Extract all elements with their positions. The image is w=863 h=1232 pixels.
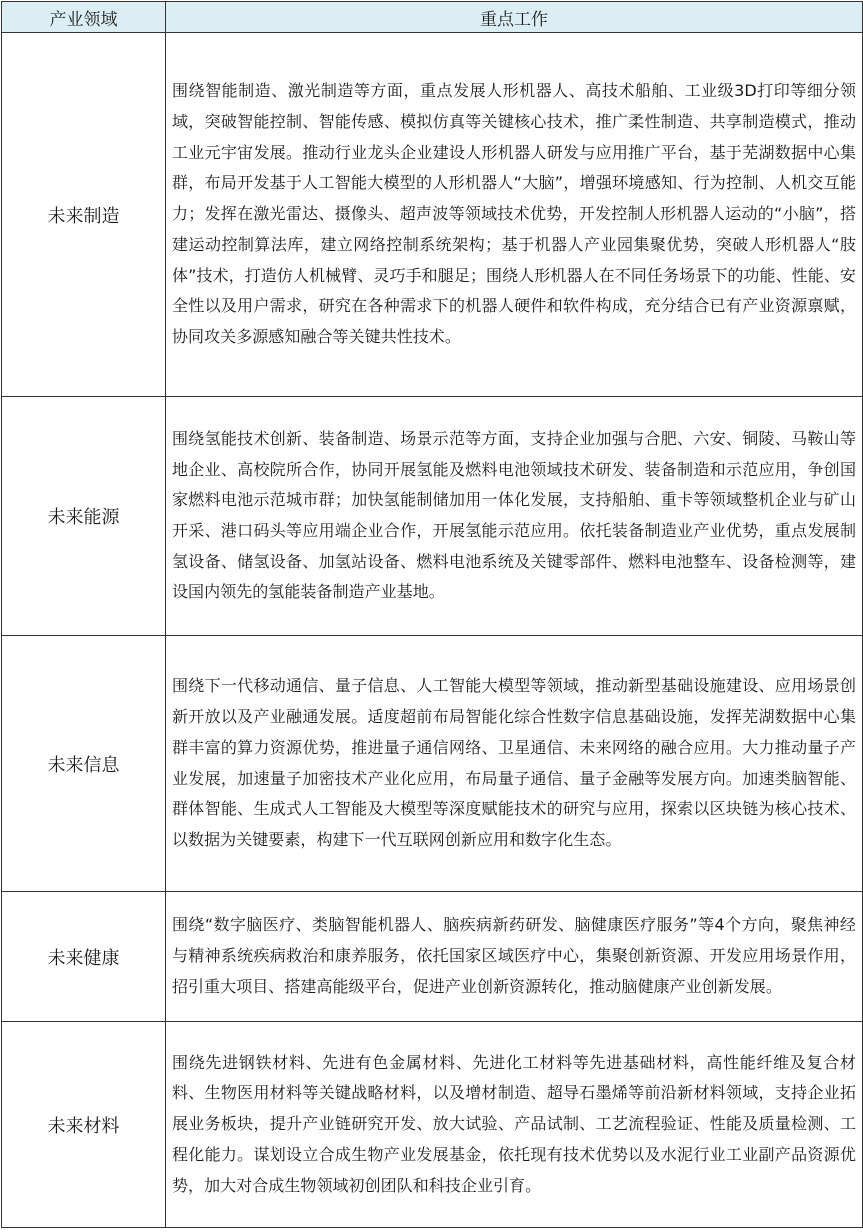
table-row: [2, 33, 863, 397]
key-work-cell: [166, 636, 863, 892]
table-row: [2, 1022, 863, 1228]
table-row: [2, 397, 863, 636]
key-work-cell: [166, 33, 863, 397]
table-header-row: [2, 2, 863, 33]
industry-field-cell: 未来制造: [2, 33, 166, 397]
table-row: [2, 636, 863, 892]
table-row: [2, 892, 863, 1022]
key-work-cell: [166, 1022, 863, 1228]
key-work-text: 围绕“数字脑医疗、类脑智能机器人、脑疾病新药研发、脑健康医疗服务”等4个方向，聚焦神经与精神系统疾病救治和康养服务，依托国家区域医疗中心，集聚创新资源、开发应用场景作用，招引重大项目、搭建高能级平台，促进产业创新资源转化，推动脑健康产业创新发展。: [172, 915, 856, 996]
industry-field-cell: 未来信息: [2, 636, 166, 892]
key-work-text: 围绕氢能技术创新、装备制造、场景示范等方面，支持企业加强与合肥、六安、铜陵、马鞍山等地企业、高校院所合作，协同开展氢能及燃料电池领域技术研发、装备制造和示范应用，争创国家燃料电池示范城市群；加快氢能制储加用一体化发展，支持船舶、重卡等领域整机企业与矿山开采、港口码头等应用端企业合作，开展氢能示范应用。依托装备制造业产业优势，重点发展制氢设备、储氢设备、加氢站设备、燃料电池系统及关键零部件、燃料电池整车、设备检测等，建设国内领先的氢能装备制造产业基地。: [172, 428, 856, 602]
industry-field-cell: 未来能源: [2, 397, 166, 636]
header-key-work: 重点工作: [166, 2, 863, 33]
header-industry-field: 产业领域: [2, 2, 166, 33]
key-work-text: 围绕先进钢铁材料、先进有色金属材料、先进化工材料等先进基础材料，高性能纤维及复合材料、生物医用材料等关键战略材料，以及增材制造、超导石墨烯等前沿新材料领域，支持企业拓展业务板块，提升产业链研究开发、放大试验、产品试制、工艺流程验证、性能及质量检测、工程化能力。谋划设立合成生物产业发展基金，依托现有技术优势以及水泥行业工业副产品资源优势，加大对合成生物领域初创团队和科技企业引育。: [172, 1052, 856, 1195]
key-work-cell: [166, 892, 863, 1022]
industry-field-cell: 未来材料: [2, 1022, 166, 1228]
key-work-cell: [166, 397, 863, 636]
key-work-text: 围绕智能制造、激光制造等方面，重点发展人形机器人、高技术船舶、工业级3D打印等细分领域，突破智能控制、智能传感、模拟仿真等关键核心技术，推广柔性制造、共享制造模式，推动工业元宇宙发展。推动行业龙头企业建设人形机器人研发与应用推广平台，基于芜湖数据中心集群，布局开发基于人工智能大模型的人形机器人“大脑”，增强环境感知、行为控制、人机交互能力；发挥在激光雷达、摄像头、超声波等领域技术优势，开发控制人形机器人运动的“小脑”，搭建运动控制算法库，建立网络控制系统架构；基于机器人产业园集聚优势，突破人形机器人“肢体”技术，打造仿人机械臂、灵巧手和腿足；围绕人形机器人在不同任务场景下的功能、性能、安全性以及用户需求，研究在各种需求下的机器人硬件和软件构成，充分结合已有产业资源禀赋，协同攻关多源感知融合等关键共性技术。: [172, 81, 856, 346]
industry-field-cell: 未来健康: [2, 892, 166, 1022]
industry-work-table: [1, 1, 863, 1228]
key-work-text: 围绕下一代移动通信、量子信息、人工智能大模型等领域，推动新型基础设施建设、应用场景创新开放以及产业融通发展。适度超前布局智能化综合性数字信息基础设施，发挥芜湖数据中心集群丰富的算力资源优势，推进量子通信网络、卫星通信、未来网络的融合应用。大力推动量子产业发展，加速量子加密技术产业化应用，布局量子通信、量子金融等发展方向。加速类脑智能、群体智能、生成式人工智能及大模型等深度赋能技术的研究与应用，探索以区块链为核心技术、以数据为关键要素，构建下一代互联网创新应用和数字化生态。: [172, 676, 856, 849]
